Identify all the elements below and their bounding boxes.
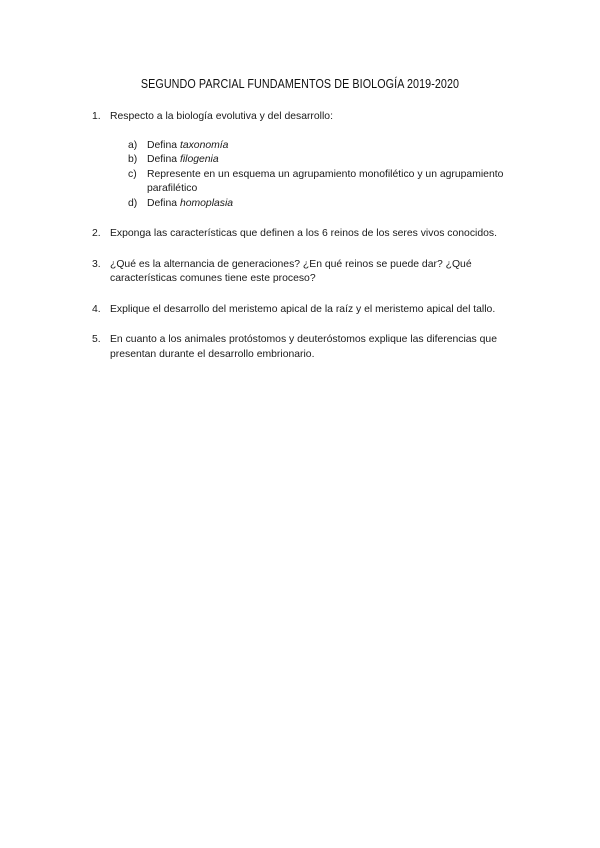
subitem-a bbox=[128, 139, 532, 154]
question-number: 1. bbox=[92, 111, 101, 122]
subitem-text: Defina bbox=[147, 154, 180, 165]
subitem-emphasis: filogenia bbox=[179, 154, 219, 165]
question-1 bbox=[92, 110, 532, 211]
question-4 bbox=[92, 303, 532, 318]
subitem-emphasis: taxonomía bbox=[179, 139, 229, 151]
subitem-letter: c) bbox=[128, 168, 137, 180]
question-text: ¿Qué es la alternancia de generaciones? ¿En qué reinos se puede dar? ¿Qué características comunes tiene este proceso? bbox=[110, 258, 472, 284]
question-text: En cuanto a los animales protóstomos y deuteróstomos explique las diferencias que presentan durante el desarrollo embrionario. bbox=[110, 334, 497, 360]
question-5 bbox=[92, 333, 532, 362]
question-number: 5. bbox=[92, 334, 101, 345]
subitem-text: Defina bbox=[147, 197, 180, 209]
subitem-emphasis: homoplasia bbox=[179, 197, 234, 209]
question-text: Exponga las características que definen a los 6 reinos de los seres vivos conocidos. bbox=[110, 228, 497, 239]
subitem-d bbox=[128, 197, 532, 212]
question-2 bbox=[92, 227, 532, 242]
subitem-text: Defina bbox=[147, 139, 180, 151]
subitem-text: Represente en un esquema un agrupamiento monofilético y un agrupamiento parafilético bbox=[147, 168, 504, 194]
question-number: 3. bbox=[92, 258, 101, 270]
question-text: Respecto a la biología evolutiva y del desarrollo: bbox=[110, 111, 333, 122]
subitem-letter: d) bbox=[128, 197, 138, 209]
subitem-letter: a) bbox=[128, 139, 138, 151]
exam-title: SEGUNDO PARCIAL FUNDAMENTOS DE BIOLOGÍA 2019-2020 bbox=[140, 77, 460, 91]
subitem-list bbox=[110, 139, 532, 212]
question-3 bbox=[92, 258, 532, 287]
subitem-letter: b) bbox=[128, 154, 138, 165]
question-text: Explique el desarrollo del meristemo apical de la raíz y el meristemo apical del tallo. bbox=[110, 303, 496, 315]
subitem-c bbox=[128, 168, 532, 197]
question-number: 4. bbox=[92, 303, 101, 315]
question-number: 2. bbox=[92, 228, 101, 239]
subitem-b bbox=[128, 153, 532, 168]
question-list bbox=[92, 110, 532, 378]
